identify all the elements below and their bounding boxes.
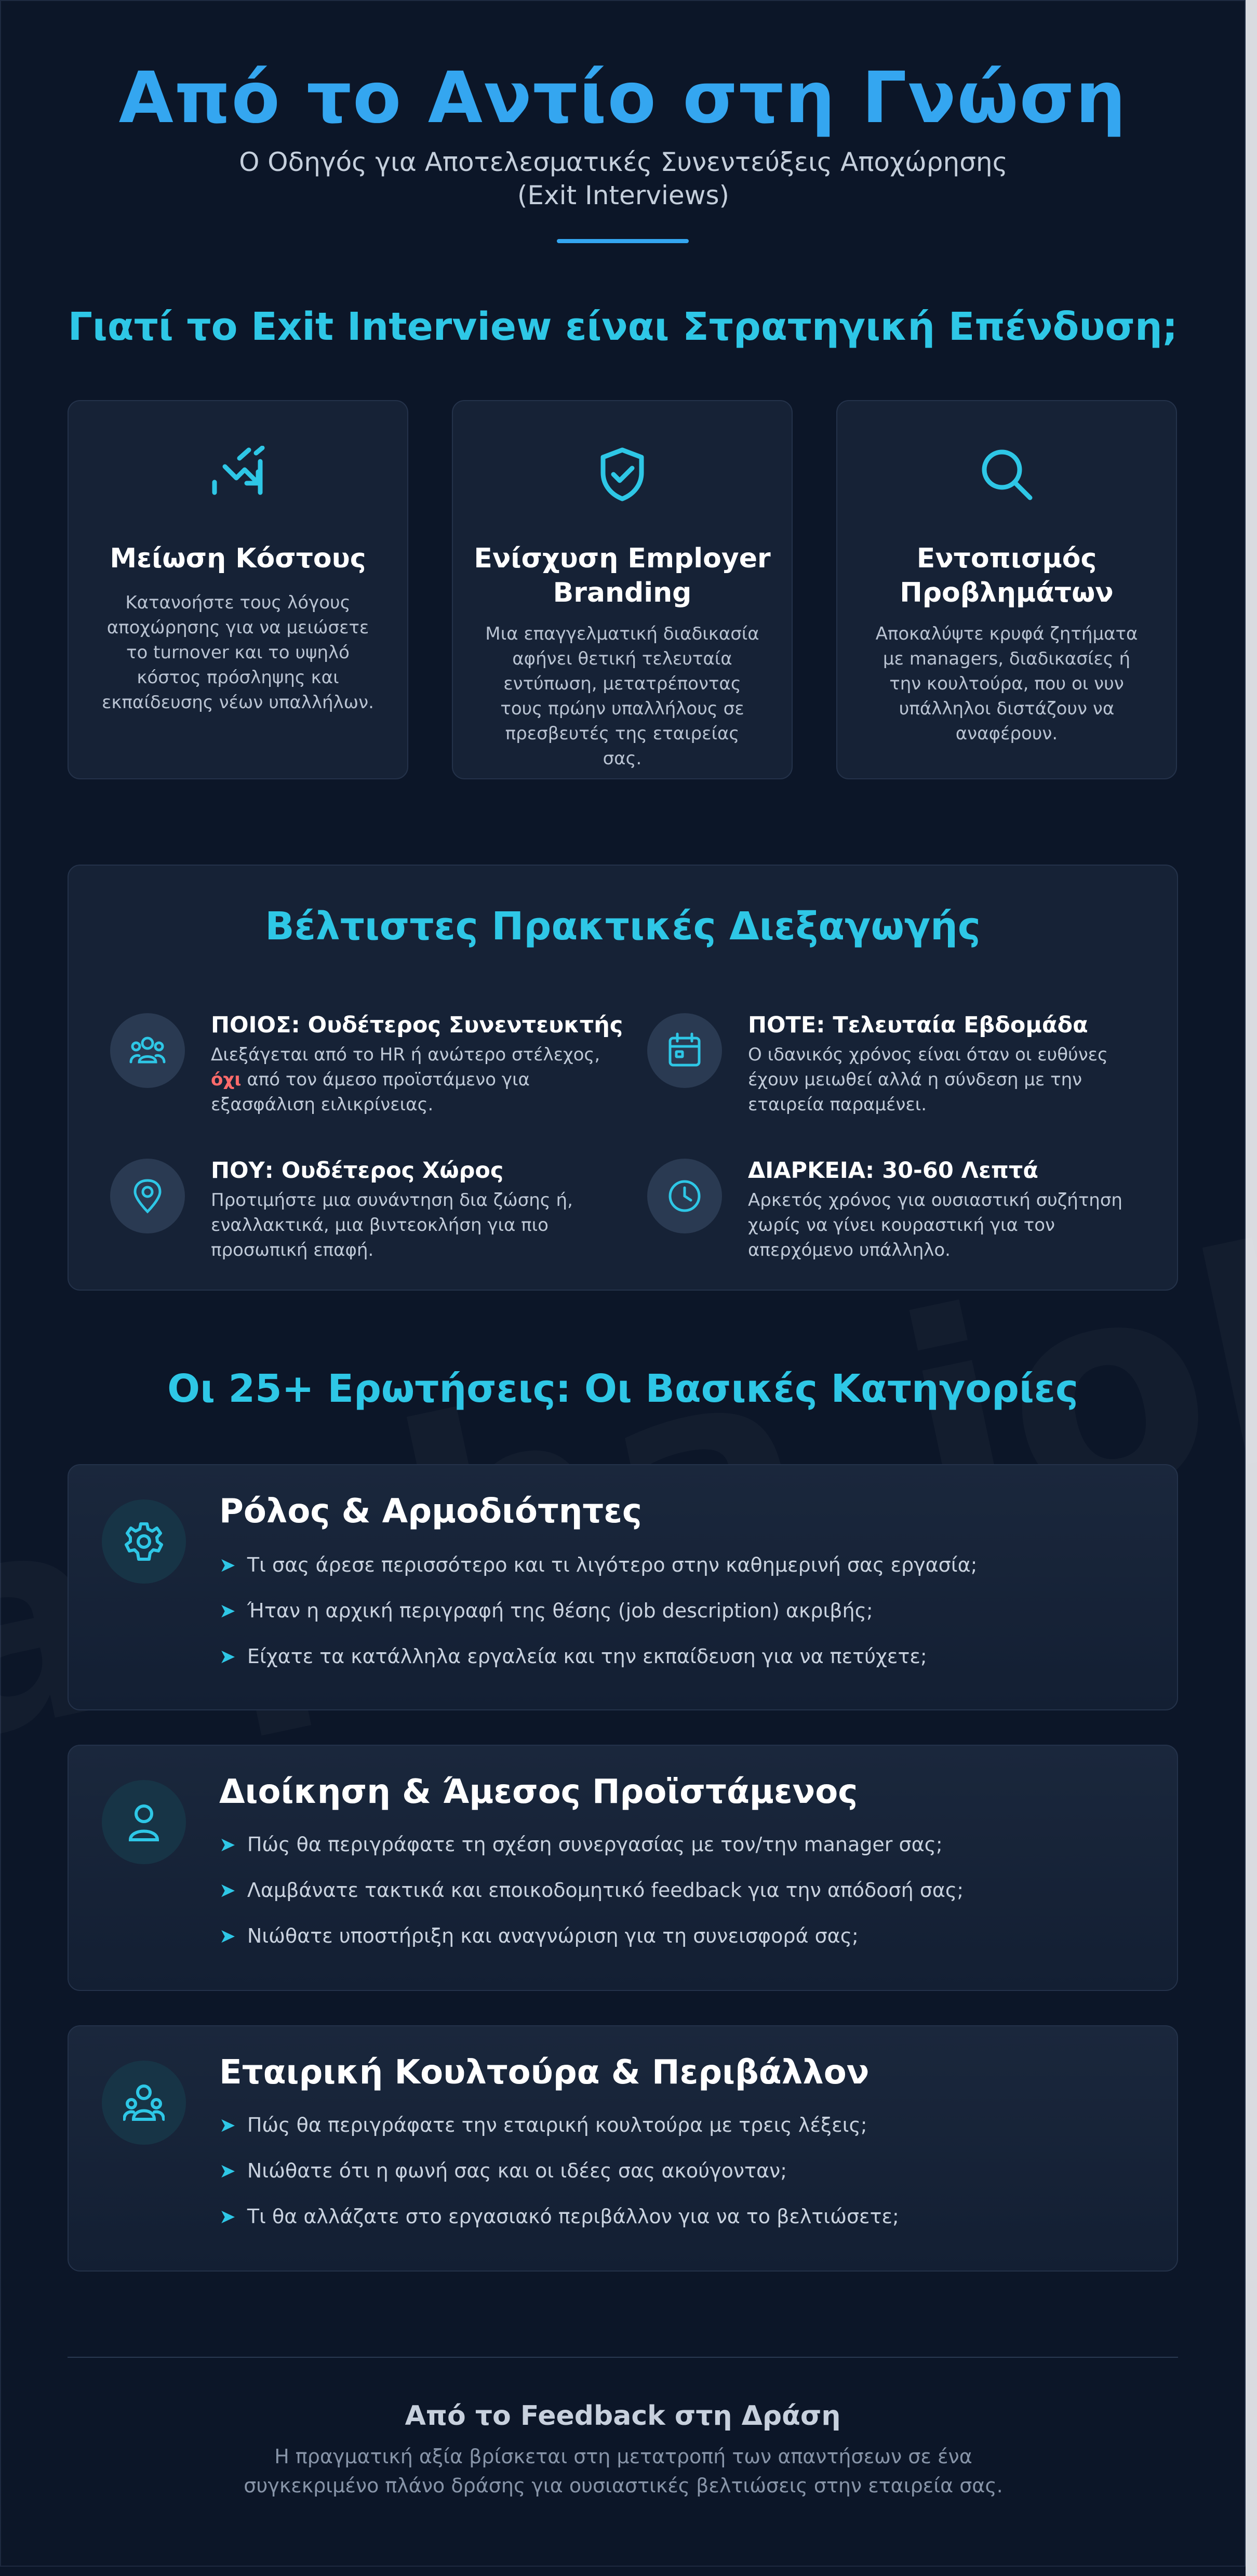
footer-divider (68, 2357, 1178, 2358)
practice-text: Ο ιδανικός χρόνος είναι όταν οι ευθύνες έχουν μειωθεί αλλά η σύνδεση με την εταιρεία παραμένει. (748, 1044, 1108, 1115)
practice-text: Προτιμήστε μια συνάντηση δια ζώσης ή, εναλλακτικά, μια βιντεοκλήση για πιο προσωπική επαφή. (211, 1190, 573, 1260)
why-card-title: Εντοπισμός Προβλημάτων (900, 543, 1114, 608)
practice-text: Διεξάγεται από το HR ή ανώτερο στέλεχος, όχι από τον άμεσο προϊστάμενο για εξασφάλιση ειλικρίνειας. (211, 1044, 600, 1115)
practice-title: ΔΙΑΡΚΕΙΑ: 30-60 Λεπτά (748, 1158, 1038, 1184)
category-title: Διοίκηση & Άμεσος Προϊστάμενος (219, 1773, 858, 1811)
search-icon (837, 446, 1176, 503)
question-item: ➤ Πώς θα περιγράφατε την εταιρική κουλτούρα με τρεις λέξεις; (219, 2114, 867, 2136)
gear-icon (123, 1521, 165, 1562)
why-card-text: Μια επαγγελματική διαδικασία αφήνει θετική τελευταία εντύπωση, μετατρέποντας τους πρώην υπαλλήλους σε πρεσβευτές της εταιρείας σας. (485, 623, 759, 769)
question-item: ➤ Νιώθατε υποστήριξη και αναγνώριση για τη συνεισφορά σας; (219, 1924, 859, 1947)
category-icon-circle (102, 2061, 186, 2145)
question-category-culture (68, 2025, 1178, 2272)
chevron-right-icon: ➤ (219, 1833, 236, 1856)
question-category-management (68, 1745, 1178, 1991)
question-item: ➤ Είχατε τα κατάλληλα εργαλεία και την εκπαίδευση για να πετύχετε; (219, 1645, 927, 1668)
why-card-title: Μείωση Κόστους (110, 543, 366, 574)
why-card-text: Κατανοήστε τους λόγους αποχώρησης για να μειώσετε το turnover και το υψηλό κόστος πρόσληψης και εκπαίδευσης νέων υπαλλήλων. (102, 592, 374, 713)
footer-title: Από το Feedback στη Δράση (405, 2400, 841, 2432)
team-icon (123, 2082, 165, 2123)
question-item: ➤ Πώς θα περιγράφατε τη σχέση συνεργασίας με τον/την manager σας; (219, 1833, 943, 1856)
calendar-icon (666, 1032, 703, 1069)
users-icon (129, 1032, 166, 1069)
chevron-right-icon: ➤ (219, 1924, 236, 1947)
question-category-role (68, 1464, 1178, 1710)
practice-title: ΠΟΥ: Ουδέτερος Χώρος (211, 1158, 504, 1184)
why-section-title: Γιατί το Exit Interview είναι Στρατηγική Επένδυση; (68, 304, 1178, 349)
question-item: ➤ Τι θα αλλάζατε στο εργασιακό περιβάλλον για να το βελτιώσετε; (219, 2205, 899, 2228)
practices-panel (68, 865, 1178, 1291)
practice-who (110, 1012, 623, 1127)
practice-where (110, 1159, 609, 1273)
category-title: Εταιρική Κουλτούρα & Περιβάλλον (219, 2053, 870, 2092)
page-title: Από το Αντίο στη Γνώση (118, 57, 1127, 139)
why-card-problems (836, 400, 1177, 779)
question-list (219, 1822, 964, 1959)
practice-when (647, 1013, 1146, 1127)
question-item: ➤ Νιώθατε ότι η φωνή σας και οι ιδέες σας ακούγονταν; (219, 2159, 787, 2182)
question-item: ➤ Τι σας άρεσε περισσότερο και τι λιγότερο στην καθημερινή σας εργασία; (219, 1553, 978, 1576)
category-icon-circle (102, 1780, 186, 1864)
chevron-right-icon: ➤ (219, 2159, 236, 2182)
chart-down-icon (69, 446, 407, 503)
why-card-branding (452, 400, 793, 779)
practice-duration (647, 1159, 1146, 1273)
chevron-right-icon: ➤ (219, 2114, 236, 2136)
shield-check-icon (453, 446, 792, 503)
title-underline (557, 239, 689, 243)
practice-icon-circle (647, 1013, 722, 1088)
chevron-right-icon: ➤ (219, 2205, 236, 2228)
practice-text: Αρκετός χρόνος για ουσιαστική συζήτηση χωρίς να γίνει κουραστική για τον απερχόμενο υπάλληλο. (748, 1190, 1122, 1260)
question-item: ➤ Ήταν η αρχική περιγραφή της θέσης (job description) ακριβής; (219, 1599, 873, 1622)
chevron-right-icon: ➤ (219, 1553, 236, 1576)
question-item: ➤ Λαμβάνατε τακτικά και εποικοδομητικό feedback για την απόδοσή σας; (219, 1879, 964, 1902)
category-icon-circle (102, 1499, 186, 1584)
why-card-cost (68, 400, 408, 779)
practice-icon-circle (647, 1159, 722, 1233)
why-card-text: Αποκαλύψτε κρυφά ζητήματα με managers, διαδικασίες ή την κουλτούρα, που οι νυν υπάλληλοι διστάζουν να αναφέρουν. (875, 623, 1138, 744)
clock-icon (666, 1177, 703, 1215)
category-title: Ρόλος & Αρμοδιότητες (219, 1492, 642, 1531)
footer-text: Η πραγματική αξία βρίσκεται στη μετατροπή των απαντήσεων σε ένα συγκεκριμένο πλάνο δράσης για ουσιαστικές βελτιώσεις στην εταιρεία σας. (244, 2445, 1003, 2497)
person-icon (123, 1801, 165, 1843)
questions-section-title: Οι 25+ Ερωτήσεις: Οι Βασικές Κατηγορίες (167, 1366, 1078, 1411)
practice-icon-circle (110, 1159, 185, 1233)
why-card-title: Ενίσχυση Employer Branding (474, 543, 771, 608)
practice-title: ΠΟΤΕ: Τελευταία Εβδομάδα (748, 1012, 1088, 1038)
chevron-right-icon: ➤ (219, 1599, 236, 1622)
practice-icon-circle (110, 1013, 185, 1088)
chevron-right-icon: ➤ (219, 1645, 236, 1668)
highlight-text: όχι (211, 1069, 242, 1090)
question-list (219, 2102, 899, 2239)
scrollbar-track[interactable] (1246, 0, 1257, 2576)
practice-title: ΠΟΙΟΣ: Ουδέτερος Συνεντευκτής (211, 1012, 623, 1038)
location-pin-icon (129, 1177, 166, 1215)
practices-section-title: Βέλτιστες Πρακτικές Διεξαγωγής (265, 904, 981, 949)
question-list (219, 1542, 977, 1679)
page-subtitle: Ο Οδηγός για Αποτελεσματικές Συνεντεύξεις Αποχώρησης (Exit Interviews) (239, 147, 1008, 210)
chevron-right-icon: ➤ (219, 1879, 236, 1902)
